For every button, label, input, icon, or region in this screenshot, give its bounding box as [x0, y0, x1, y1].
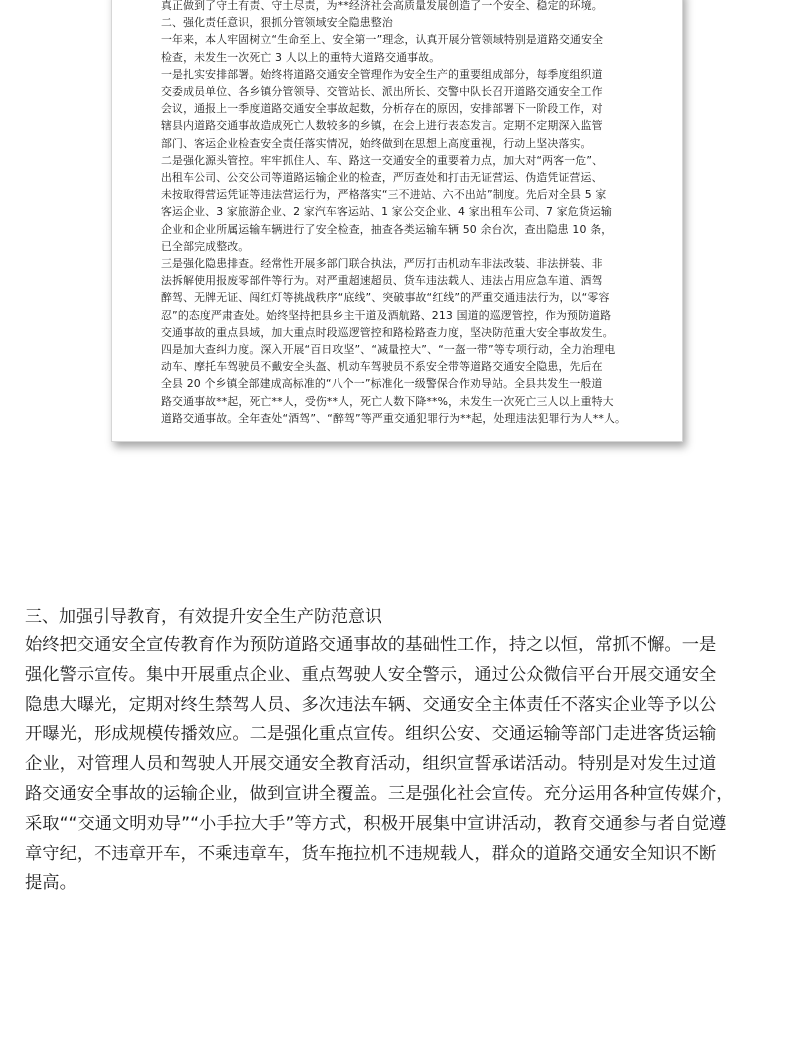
preview-line: 企业和企业所属运输车辆进行了安全检查，抽查各类运输车辆 50 余台次，查出隐患 10 条，: [161, 222, 613, 236]
preview-line: 三是强化隐患排查。经常性开展多部门联合执法，严厉打击机动车非法改装、非法拼装、非: [161, 257, 603, 271]
preview-line: 道路交通事故。全年查处“酒驾”、“醉驾”等严重交通犯罪行为**起，处理违法犯罪行为人**人。: [161, 411, 627, 425]
preview-line: 检查，未发生一次死亡 3 人以上的重特大道路交通事故。: [161, 50, 441, 64]
preview-line: 法拆解使用报废零部件等行为。对严重超速超员、货车违法载人、违法占用应急车道、酒驾: [161, 274, 603, 288]
preview-line: 一年来，本人牢固树立“生命至上、安全第一”理念，认真开展分管领域特别是道路交通安全: [161, 33, 604, 47]
preview-line: 已全部完成整改。: [161, 239, 250, 253]
document-page-preview: [111, 0, 683, 442]
preview-line: 会议，通报上一季度道路交通安全事故起数，分析存在的原因，安排部署下一阶段工作，对: [161, 102, 603, 116]
section-paragraph: [25, 631, 777, 899]
paragraph-line: 企业，对管理人员和驾驶人开展交通安全教育活动，组织宣誓承诺活动。特别是对发生过道: [25, 754, 717, 775]
paragraph-line: 强化警示宣传。集中开展重点企业、重点驾驶人安全警示，通过公众微信平台开展交通安全: [25, 664, 717, 685]
preview-line: 醉驾、无牌无证、闯红灯等挑战秩序“底线”、突破事故“红线”的严重交通违法行为，以“零容: [161, 291, 610, 305]
preview-line: 一是扎实安排部署。始终将道路交通安全管理作为安全生产的重要组成部分，每季度组织道: [161, 67, 603, 81]
paragraph-line: 章守纪，不违章开车，不乘违章车，货车拖拉机不违规载人，群众的道路交通安全知识不断: [25, 843, 717, 864]
preview-line: 全县 20 个乡镇全部建成高标准的“八个一”标准化一级警保合作劝导站。全县共发生一般道: [161, 377, 603, 391]
paragraph-line: 隐患大曝光，定期对终生禁驾人员、多次违法车辆、交通安全主体责任不落实企业等予以公: [25, 694, 717, 715]
preview-line: 二是强化源头管控。牢牢抓住人、车、路这一交通安全的重要着力点，加大对“两客一危”、: [161, 153, 604, 167]
preview-line: 交委成员单位、各乡镇分管领导、交管站长、派出所长、交警中队长召开道路交通安全工作: [161, 85, 603, 99]
paragraph-line: 开曝光，形成规模传播效应。二是强化重点宣传。组织公安、交通运输等部门走进客货运输: [25, 724, 717, 745]
preview-line: 出租车公司、公交公司等道路运输企业的检查，严厉查处和打击无证营运、伪造凭证营运、: [161, 171, 603, 185]
paragraph-line: 路交通安全事故的运输企业，做到宣讲全覆盖。三是强化社会宣传。充分运用各种宣传媒介，: [25, 783, 734, 804]
preview-line: 动车、摩托车驾驶员不戴安全头盔、机动车驾驶员不系安全带等道路交通安全隐患，先后在: [161, 360, 603, 374]
preview-line: 客运企业、3 家旅游企业、2 家汽车客运站、1 家公交企业、4 家出租车公司、7 家危货运输: [161, 205, 612, 219]
preview-line: 辖县内道路交通事故造成死亡人数较多的乡镇，在会上进行表态发言。定期不定期深入监管: [161, 119, 603, 133]
preview-line: 交通事故的重点县域，加大重点时段巡逻管控和路检路查力度，坚决防范重大安全事故发生。: [161, 325, 614, 339]
preview-line: 部门、客运企业检查安全责任落实情况，始终做到在思想上高度重视，行动上坚决落实。: [161, 136, 592, 150]
preview-line: 路交通事故**起，死亡**人，受伤**人，死亡人数下降**%，未发生一次死亡三人以上重特大: [161, 394, 614, 408]
section-three: [25, 603, 777, 899]
paragraph-line: 采取““交通文明劝导”“小手拉大手”等方式，积极开展集中宣讲活动，教育交通参与者自觉遵: [25, 813, 727, 834]
preview-line: 未按取得营运凭证等违法营运行为，严格落实“三不进站、六不出站”制度。先后对全县 5 家: [161, 188, 607, 202]
section-heading: 三、加强引导教育，有效提升安全生产防范意识: [25, 607, 382, 627]
preview-line: 四是加大查纠力度。深入开展“百日攻坚”、“减量控大”、“一盔一带”等专项行动，全力治理电: [161, 343, 616, 357]
preview-line: 真正做到了守土有责、守土尽责，为**经济社会高质量发展创造了一个安全、稳定的环境。: [161, 0, 603, 12]
paragraph-line: 提高。: [25, 873, 77, 894]
preview-line: 二、强化责任意识，狠抓分管领域安全隐患整治: [161, 16, 393, 30]
paragraph-line: 始终把交通安全宣传教育作为预防道路交通事故的基础性工作，持之以恒，常抓不懈。一是: [25, 635, 717, 655]
preview-line: 忍”的态度严肃查处。始终坚持把县乡主干道及酒航路、213 国道的巡逻管控，作为预防道路: [161, 308, 612, 322]
